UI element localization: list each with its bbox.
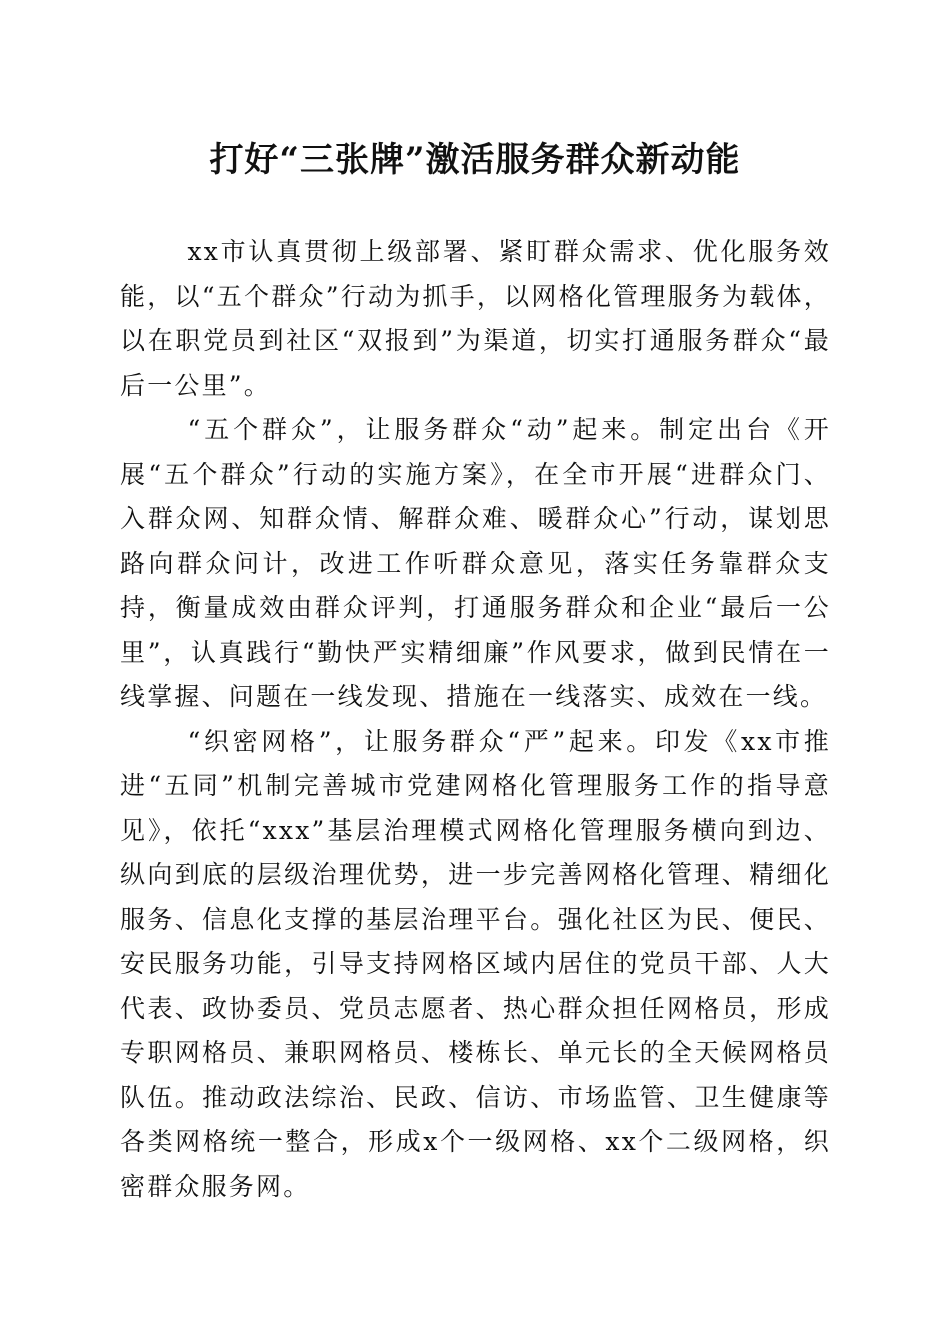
paragraph-five-masses: “五个群众”，让服务群众“动”起来。制定出台《开展“五个群众”行动的实施方案》，在全市开展“进群众门、入群众网、知群众情、解群众难、暖群众心”行动，谋划思路向群众问计，改进工作听群众意见，落实任务靠群众支持，衡量成效由群众评判，打通服务群众和企业“最后一公里”，认真践行“勤快严实精细廉”作风要求，做到民情在一线掌握、问题在一线发现、措施在一线落实、成效在一线。 [120, 415, 831, 711]
paragraph-intro: xx市认真贯彻上级部署、紧盯群众需求、优化服务效能，以“五个群众”行动为抓手，以网格化管理服务为载体，以在职党员到社区“双报到”为渠道，切实打通服务群众“最后一公里”。 [120, 237, 831, 400]
document-body [120, 230, 831, 1209]
paragraph-dense-grid: “织密网格”，让服务群众“严”起来。印发《xx市推进“五同”机制完善城市党建网格化管理服务工作的指导意见》，依托“xxx”基层治理模式网格化管理服务横向到边、纵向到底的层级治理优势，进一步完善网格化管理、精细化服务、信息化支撑的基层治理平台。强化社区为民、便民、安民服务功能，引导支持网格区域内居住的党员干部、人大代表、政协委员、党员志愿者、热心群众担任网格员，形成专职网格员、兼职网格员、楼栋长、单元长的全天候网格员队伍。推动政法综治、民政、信访、市场监管、卫生健康等各类网格统一整合，形成x个一级网格、xx个二级网格，织密群众服务网。 [120, 726, 831, 1201]
document-title: 打好“三张牌”激活服务群众新动能 [209, 140, 741, 180]
